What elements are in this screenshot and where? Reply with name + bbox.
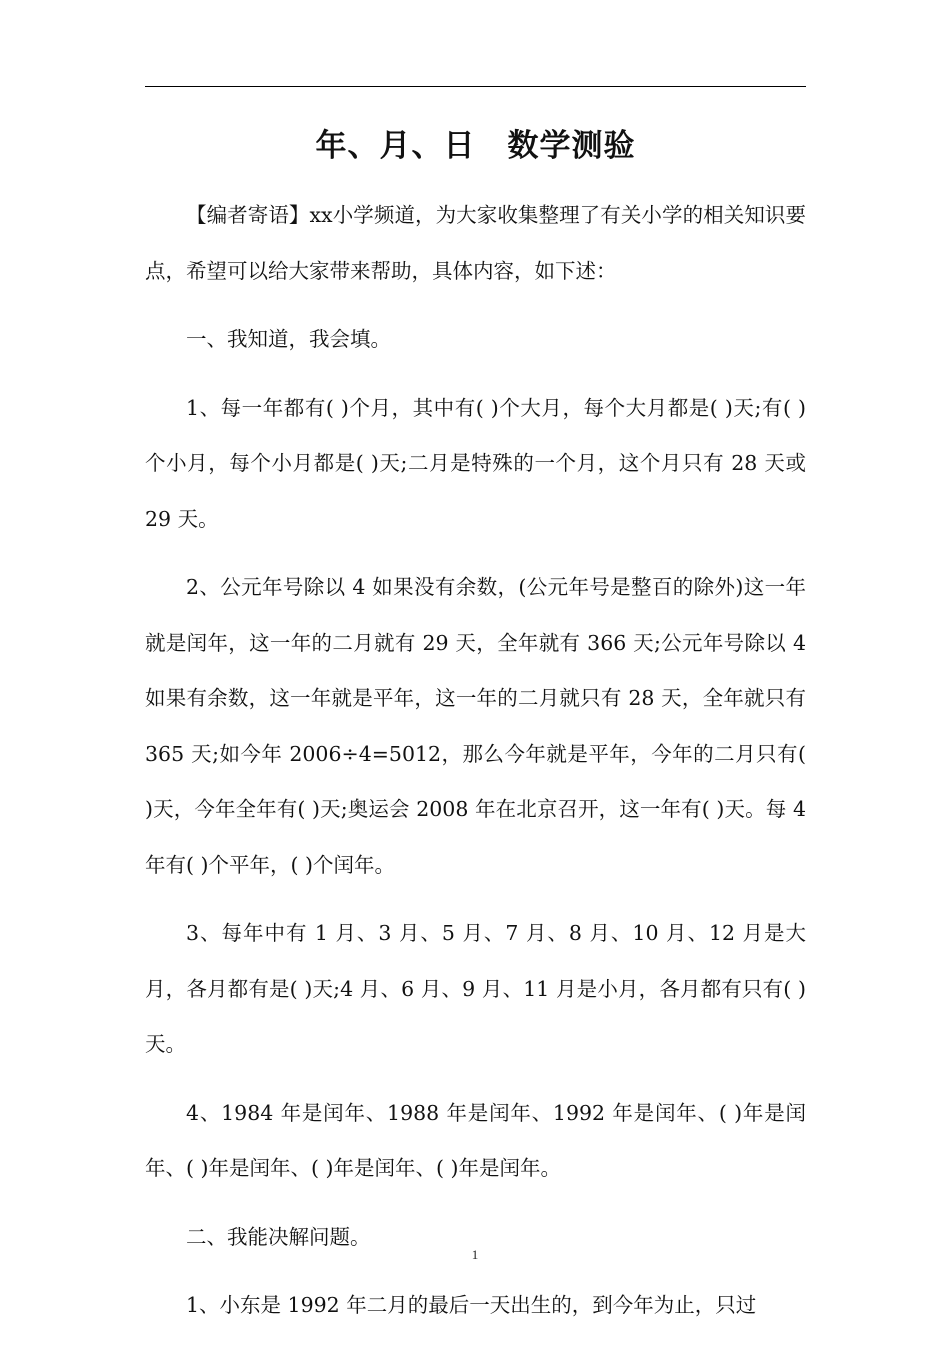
question-2-1: 1、小东是 1992 年二月的最后一天出生的，到今年为止，只过 — [186, 1293, 757, 1317]
section-heading-1: 一、我知道，我会填。 — [186, 327, 391, 351]
header-rule — [145, 86, 806, 87]
document-title: 年、月、日 数学测验 — [315, 128, 636, 164]
question-1-3: 3、每年中有 1 月、3 月、5 月、7 月、8 月、10 月、12 月是大月，各月都有是( )天;4 月、6 月、9 月、11 月是小月，各月都有只有( )天。 — [145, 921, 806, 1056]
question-1-4: 4、1984 年是闰年、1988 年是闰年、1992 年是闰年、( )年是闰年、( )年是闰年、( )年是闰年、( )年是闰年。 — [145, 1100, 806, 1180]
question-1-2: 2、公元年号除以 4 如果没有余数，(公元年号是整百的除外)这一年就是闰年，这一年的二月就有 29 天，全年就有 366 天;公元年号除以 4 如果有余数，这一年就是平年，这一年的二月就只有 28 天，全年就只有 365 天;如今年 2006÷4=5012，那么今年就是平年，今年的二月只有( )天，今年全年有( )天;奥运会 2008 年在北京召开，这一年有( )天。每 4 年有( )个平年，( )个闰年。 — [145, 575, 806, 877]
question-1-1: 1、每一年都有( )个月，其中有( )个大月，每个大月都是( )天;有( )个小月，每个小月都是( )天;二月是特殊的一个月，这个月只有 28 天或 29 天。 — [145, 395, 806, 531]
page-number: 1 — [471, 1247, 479, 1262]
intro-paragraph: 【编者寄语】xx小学频道，为大家收集整理了有关小学的相关知识要点，希望可以给大家带来帮助，具体内容，如下述： — [145, 203, 806, 283]
section-heading-2: 二、我能决解问题。 — [186, 1224, 371, 1249]
document-body — [145, 188, 806, 1347]
